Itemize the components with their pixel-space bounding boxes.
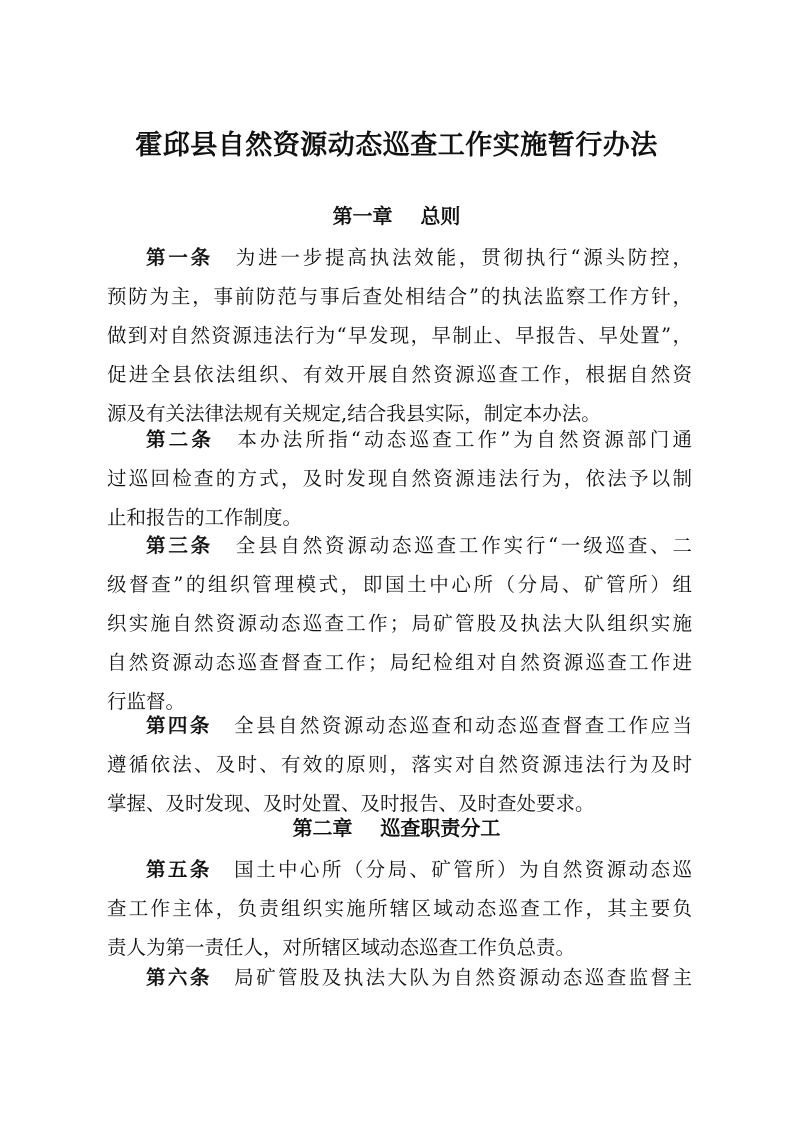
article-line — [107, 238, 692, 277]
article-line — [107, 958, 692, 997]
article-line — [107, 526, 692, 565]
article-text: 全县自然资源动态巡查和动态巡查督查工作应当 — [231, 714, 692, 737]
article-text: 国土中心所（分局、矿管所）为自然资源动态巡 — [231, 858, 692, 881]
article-line: 过巡回检查的方式，及时发现自然资源违法行为，依法予以制 — [107, 467, 692, 490]
article-label: 第四条 — [146, 714, 212, 737]
article-line — [107, 850, 692, 889]
document-title: 霍邱县自然资源动态巡查工作实施暂行办法 — [135, 130, 658, 161]
article-line: 自然资源动态巡查督查工作；局纪检组对自然资源巡查工作进 — [107, 651, 692, 674]
article-line: 责人为第一责任人，对所辖区域动态巡查工作负总责。 — [107, 936, 576, 959]
article-text: 为进一步提高执法效能，贯彻执行“源头防控， — [232, 246, 692, 269]
article-6 — [107, 958, 692, 997]
article-label: 第一条 — [146, 246, 213, 269]
article-line: 止和报告的工作制度。 — [107, 506, 303, 529]
chapter-heading-1: 第一章 总则 — [332, 204, 461, 228]
article-line: 预防为主，事前防范与事后查处相结合”的执法监察工作方针， — [107, 285, 692, 308]
article-4 — [107, 706, 692, 823]
article-line: 遵循依法、及时、有效的原则，落实对自然资源违法行为及时 — [107, 753, 692, 776]
article-3 — [107, 526, 692, 721]
article-label: 第六条 — [146, 966, 212, 989]
article-line: 做到对自然资源违法行为“早发现，早制止、早报告、早处置”， — [107, 324, 692, 347]
article-line: 行监督。 — [107, 690, 186, 713]
article-1 — [107, 238, 692, 433]
article-line: 查工作主体，负责组织实施所辖区域动态巡查工作，其主要负 — [107, 897, 692, 920]
article-line — [107, 706, 692, 745]
article-line: 级督查”的组织管理模式，即国土中心所（分局、矿管所）组 — [107, 573, 692, 596]
article-label: 第三条 — [146, 534, 213, 557]
article-line: 源及有关法律法规有关规定,结合我县实际，制定本办法。 — [107, 402, 601, 425]
article-2 — [107, 420, 692, 537]
article-label: 第五条 — [146, 858, 212, 881]
article-text: 局矿管股及执法大队为自然资源动态巡查监督主 — [231, 966, 692, 989]
article-line: 织实施自然资源动态巡查工作；局矿管股及执法大队组织实施 — [107, 612, 692, 635]
article-line — [107, 420, 692, 459]
article-text: 本办法所指“动态巡查工作”为自然资源部门通 — [234, 428, 692, 451]
article-text: 全县自然资源动态巡查工作实行“一级巡查、二 — [232, 534, 692, 557]
article-label: 第二条 — [146, 428, 215, 451]
chapter-heading-2: 第二章 巡查职责分工 — [292, 816, 501, 840]
article-line: 掌握、及时发现、及时处置、及时报告、及时查处要求。 — [107, 792, 595, 815]
article-5 — [107, 850, 692, 967]
article-line: 促进全县依法组织、有效开展自然资源巡查工作，根据自然资 — [107, 363, 692, 386]
